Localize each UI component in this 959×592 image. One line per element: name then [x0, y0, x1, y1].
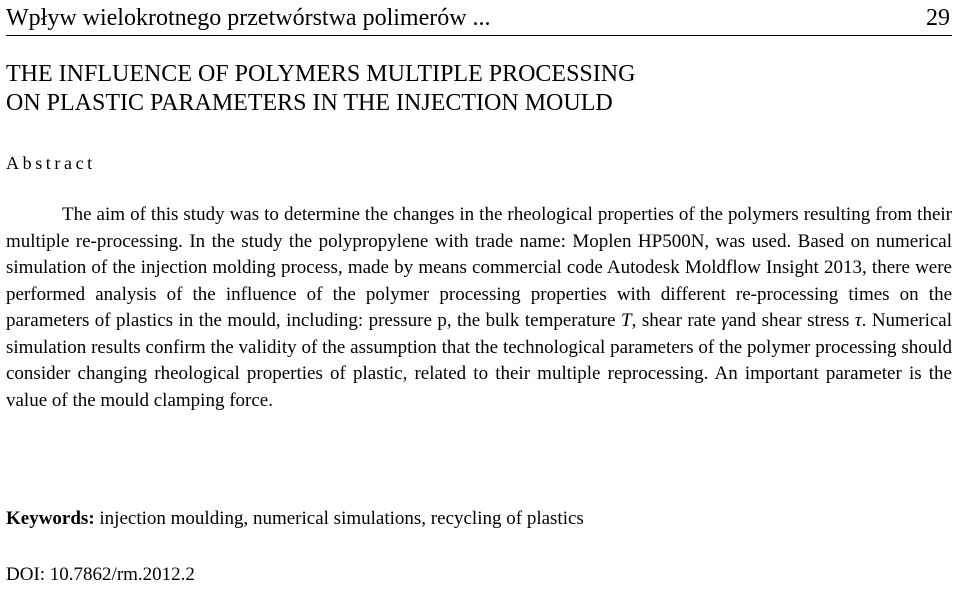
abstract-text-part-4: . Numerical simulation results confirm the validity of the assumption that the technological parameters of the polymer processing should consider changing rheological properties of plastic, related to their multiple reprocessing. An important parameter is the value of the mould clamping force. — [6, 310, 952, 411]
symbol-temperature: T — [621, 310, 632, 331]
abstract-text-part-1: The aim of this study was to determine the changes in the rheological properties of the polymers resulting from their multiple re-processing. In the study the polypropylene with trade name: Moplen HP500N, was used. Based on numerical simulation of the injection molding process, made by means commercial code Autodesk Moldflow Insight 2013, there were performed analysis of the influence of the polymer processing properties with different re-processing times on the parameters of plastics in the mould, including: pressure p, the bulk temperature — [6, 204, 952, 331]
doi: DOI: 10.7862/rm.2012.2 — [6, 564, 195, 585]
keywords-text: injection moulding, numerical simulations, recycling of plastics — [94, 508, 584, 529]
paper-page — [6, 0, 952, 592]
page-number: 29 — [926, 5, 950, 31]
abstract-text — [6, 202, 952, 414]
paper-title-line-1: THE INFLUENCE OF POLYMERS MULTIPLE PROCESSING — [6, 61, 636, 87]
symbol-gamma: γ — [721, 310, 729, 331]
running-header — [6, 3, 952, 36]
keywords-label: Keywords: — [6, 508, 95, 529]
paper-title — [6, 60, 952, 118]
keywords — [6, 506, 584, 532]
paper-title-line-2: ON PLASTIC PARAMETERS IN THE INJECTION MOULD — [6, 90, 613, 116]
running-title: Wpływ wielokrotnego przetwórstwa polimerów ... — [6, 5, 491, 31]
symbol-tau: τ — [854, 310, 862, 331]
abstract-text-part-3: and shear stress — [728, 310, 855, 331]
abstract-heading: Abstract — [6, 153, 96, 173]
abstract-text-part-2: , shear rate — [631, 310, 722, 331]
